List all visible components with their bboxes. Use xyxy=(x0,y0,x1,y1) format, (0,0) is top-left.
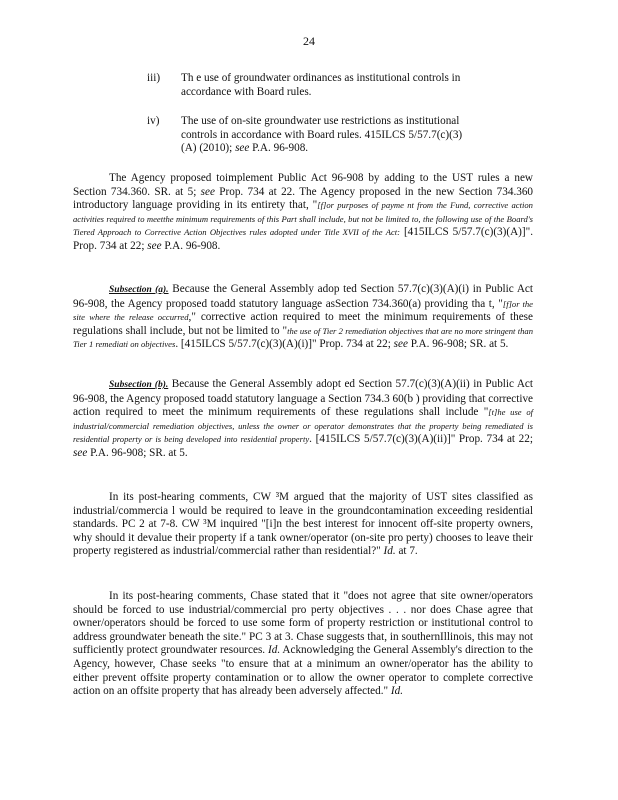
paragraph-subsection-b xyxy=(73,378,533,461)
page-number: 24 xyxy=(303,34,315,48)
list-marker: iv) xyxy=(147,115,160,127)
p4-b: at 7. xyxy=(398,545,418,558)
see-signal: see xyxy=(200,185,215,198)
p2-quote2: the use of Tier 2 remediation objectives that are no more stringent than Tier 1 remediati on objectives xyxy=(73,325,533,350)
list-marker: iii) xyxy=(147,72,161,84)
see-signal: see xyxy=(393,338,408,351)
subsection-a-heading: Subsection (a). xyxy=(109,285,169,295)
paragraph-agency-proposal xyxy=(73,172,533,254)
p2-b: ," corrective action required to meet the minimum requirements of these regulations shall include, but not be limited to " xyxy=(73,311,533,337)
id-signal: Id. xyxy=(390,685,404,698)
paragraph-cw3m-comments xyxy=(73,491,533,559)
see-signal: see xyxy=(73,446,88,459)
p4-a: In its post-hearing comments, CW ³M argued that the majority of UST sites classified as industrial/commercia l would be required to leave in the groundcontamination exceeding residential standards. PC 2 at 7-8. CW ³M inquired "[i]n the best interest for innocent off-site property owners, why should it devalue their property if a tank owner/operator (on-site pro perty) chooses to leave their property registered as industrial/commercial rather than residential?" xyxy=(73,491,533,558)
see-signal: see xyxy=(147,239,162,252)
list-text: Th e use of groundwater ordinances as institutional controls in accordance with Board rules. xyxy=(181,72,461,98)
p1-c: [415ILCS 5/57.7(c)(3)(A)]". Prop. 734 at 22; xyxy=(73,226,533,252)
p2-quote1: [f]or the site where the release occurred xyxy=(73,298,533,323)
subsection-b-heading: Subsection (b). xyxy=(109,380,169,390)
p1-quote: [f]or purposes of payme nt from the Fund, corrective action activities required to meetthe minimum requirements of this Part shall include, but not be limited to, the following use of the Board's Tiered Approach to Corrective Action Objectives rules adopted under Title XVII of the Act: xyxy=(73,200,533,238)
p3-b: . [415ILCS 5/57.7(c)(3)(A)(ii)]" Prop. 734 at 22; xyxy=(309,433,533,446)
p2-d: P.A. 96-908; SR. at 5. xyxy=(410,338,509,351)
p5-b: Acknowledging the General Assembly's direction to the Agency, however, Chase seeks "to ensure that at a minimum an owner/operator has the ability to either prevent offsite property contamination or to allow the owner operator to complete corrective action on an offsite property that has already been adversely affected." xyxy=(73,644,534,698)
p3-a: Because the General Assembly adopt ed Section 57.7(c)(3)(A)(ii) in Public Act 96-908, the Agency proposed toadd statutory language a Section 734.3 60(b ) providing that corrective action required to meet the minimum requirements of these regulations shall include " xyxy=(73,378,534,419)
p3-quote: [t]he use of industrial/commercial remediation objectives, unless the owner or operator demonstrates that the property being remediated is residential property or is being developed into residential property xyxy=(73,407,533,445)
p5-a: In its post-hearing comments, Chase stated that it "does not agree that site owner/operators should be forced to use industrial/commercial pro perty objectives . . . nor does Chase agree that owner/operators should be forced to use some form of property restriction or institutional control to address groundwater beneath the site." PC 3 at 3. Chase suggests that, in southernIllinois, this may not sufficiently protect groundwater resources. xyxy=(73,590,533,657)
see-signal: see xyxy=(235,142,250,155)
p1-d: P.A. 96-908. xyxy=(164,239,221,252)
p1-a: The Agency proposed toimplement Public Act 96-908 by adding to the UST rules a new Section 734.360. SR. at 5; xyxy=(73,172,533,198)
p1-b: Prop. 734 at 22. The Agency proposed in the new Section 734.360 introductory language providing in its entirety that, " xyxy=(73,185,534,212)
id-signal: Id. xyxy=(268,644,281,657)
list-text xyxy=(181,115,477,156)
id-signal: Id. xyxy=(383,545,396,558)
list-text-a: The use of on-site groundwater use restrictions as institutional controls in accordance with Board rules. 415ILCS 5/57.7(c)(3)(A) (2010); xyxy=(181,115,463,155)
paragraph-subsection-a xyxy=(73,283,533,352)
p3-c: P.A. 96-908; SR. at 5. xyxy=(90,446,188,459)
list-item-iii xyxy=(147,72,477,99)
list-text-b: P.A. 96-908. xyxy=(252,142,309,155)
p2-c: . [415ILCS 5/57.7(c)(3)(A)(i)]" Prop. 734 at 22; xyxy=(175,338,391,351)
paragraph-chase-comments xyxy=(73,590,533,699)
list-item-iv xyxy=(147,115,477,156)
p2-a: Because the General Assembly adop ted Section 57.7(c)(3)(A)(i) in Public Act 96-908, the Agency proposed toadd statutory language asSection 734.360(a) providing tha t, " xyxy=(73,283,534,310)
